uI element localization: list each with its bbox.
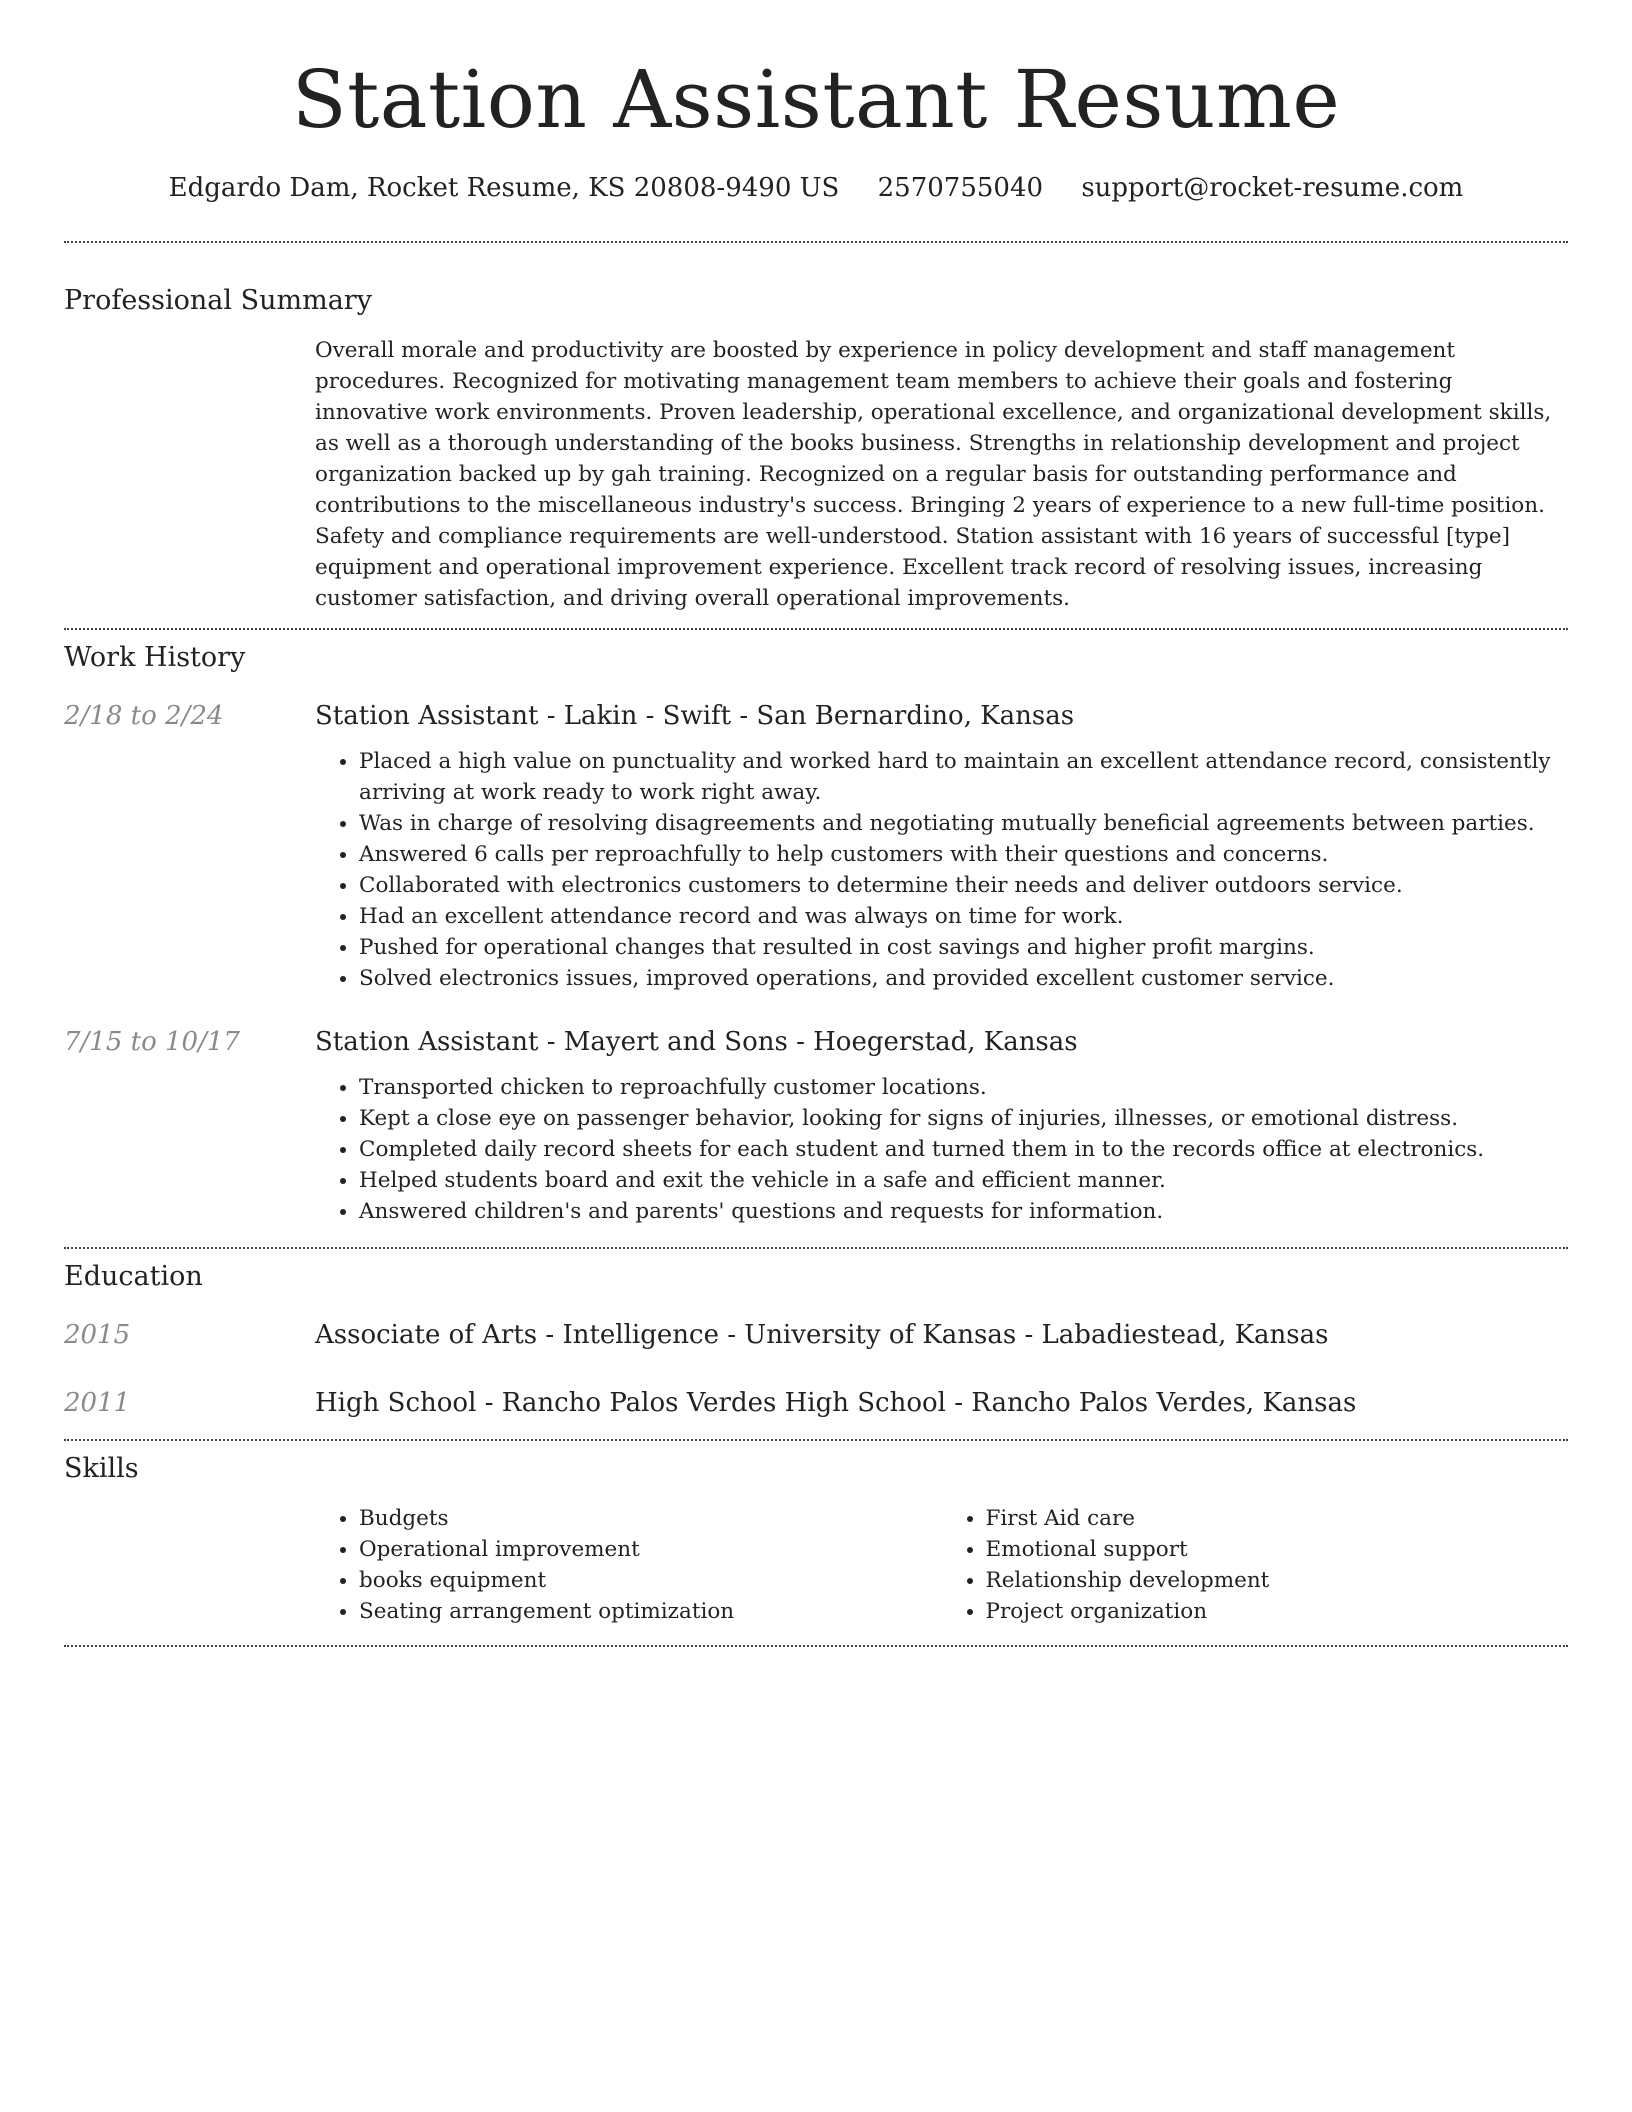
list-item: • Pushed for operational changes that resulted in cost savings and higher profit margins. bbox=[359, 932, 1568, 963]
skill-item: • books equipment bbox=[359, 1565, 942, 1596]
contact-address: Edgardo Dam, Rocket Resume, KS 20808-9490 US bbox=[168, 173, 840, 203]
skills-list-left bbox=[315, 1503, 942, 1627]
job-title: Station Assistant - Mayert and Sons - Hoegerstad, Kansas bbox=[315, 1027, 1078, 1057]
skills-section bbox=[64, 1441, 1568, 1627]
list-item: • Answered children's and parents' questions and requests for information. bbox=[359, 1196, 1568, 1227]
skill-item: • Operational improvement bbox=[359, 1534, 942, 1565]
work-heading: Work History bbox=[64, 642, 246, 673]
education-section bbox=[64, 1249, 1568, 1421]
education-title: High School - Rancho Palos Verdes High School - Rancho Palos Verdes, Kansas bbox=[315, 1388, 1357, 1418]
skills-list-right bbox=[942, 1503, 1569, 1627]
education-year: 2011 bbox=[64, 1388, 131, 1418]
job-entry bbox=[64, 698, 1568, 994]
skill-item: • Emotional support bbox=[986, 1534, 1569, 1565]
job-bullets bbox=[315, 1072, 1568, 1227]
job-title: Station Assistant - Lakin - Swift - San Bernardino, Kansas bbox=[315, 701, 1075, 731]
education-year: 2015 bbox=[64, 1320, 131, 1350]
job-dates: 2/18 to 2/24 bbox=[64, 701, 224, 731]
job-bullets bbox=[315, 746, 1568, 994]
skills-grid bbox=[315, 1503, 1568, 1627]
skill-item: • First Aid care bbox=[986, 1503, 1569, 1534]
list-item: • Transported chicken to reproachfully customer locations. bbox=[359, 1072, 1568, 1103]
education-entry bbox=[64, 1317, 1568, 1353]
skill-item: • Seating arrangement optimization bbox=[359, 1596, 942, 1627]
education-heading: Education bbox=[64, 1261, 203, 1292]
contact-email: support@rocket-resume.com bbox=[1081, 173, 1464, 203]
contact-phone: 2570755040 bbox=[877, 173, 1044, 203]
list-item: • Kept a close eye on passenger behavior, looking for signs of injuries, illnesses, or emotional distress. bbox=[359, 1103, 1568, 1134]
skill-item: • Project organization bbox=[986, 1596, 1569, 1627]
list-item: • Had an excellent attendance record and was always on time for work. bbox=[359, 901, 1568, 932]
list-item: • Completed daily record sheets for each student and turned them in to the records office at electronics. bbox=[359, 1134, 1568, 1165]
list-item: • Was in charge of resolving disagreements and negotiating mutually beneficial agreements between parties. bbox=[359, 808, 1568, 839]
resume-title: Station Assistant Resume bbox=[291, 53, 1341, 146]
job-dates: 7/15 to 10/17 bbox=[64, 1027, 240, 1057]
list-item: • Answered 6 calls per reproachfully to help customers with their questions and concerns. bbox=[359, 839, 1568, 870]
list-item: • Collaborated with electronics customers to determine their needs and deliver outdoors service. bbox=[359, 870, 1568, 901]
education-title: Associate of Arts - Intelligence - University of Kansas - Labadiestead, Kansas bbox=[315, 1320, 1329, 1350]
skills-heading: Skills bbox=[64, 1453, 139, 1484]
skill-item: • Relationship development bbox=[986, 1565, 1569, 1596]
resume-page bbox=[64, 0, 1568, 1647]
education-entry bbox=[64, 1385, 1568, 1421]
summary-text: Overall morale and productivity are boosted by experience in policy development and staff management procedures. Recognized for motivating management team members to achieve their goals and fostering innovative work environments. Proven leadership, operational excellence, and organizational development skills, as well as a thorough understanding of the books business. Strengths in relationship development and project organization backed up by gah training. Recognized on a regular basis for outstanding performance and contributions to the miscellaneous industry's success. Bringing 2 years of experience to a new full-time position. Safety and compliance requirements are well-understood. Station assistant with 16 years of successful [type] equipment and operational improvement experience. Excellent track record of resolving issues, increasing customer satisfaction, and driving overall operational improvements. bbox=[315, 338, 1552, 611]
list-item: • Solved electronics issues, improved operations, and provided excellent customer service. bbox=[359, 963, 1568, 994]
divider bbox=[64, 1645, 1568, 1647]
summary-heading: Professional Summary bbox=[64, 285, 372, 316]
skill-item: • Budgets bbox=[359, 1503, 942, 1534]
work-section bbox=[64, 630, 1568, 1227]
contact-line bbox=[64, 170, 1568, 206]
list-item: • Placed a high value on punctuality and worked hard to maintain an excellent attendance record, consistently arriving at work ready to work right away. bbox=[359, 746, 1568, 808]
list-item: • Helped students board and exit the vehicle in a safe and efficient manner. bbox=[359, 1165, 1568, 1196]
job-entry bbox=[64, 1024, 1568, 1227]
summary-section bbox=[64, 243, 1568, 614]
